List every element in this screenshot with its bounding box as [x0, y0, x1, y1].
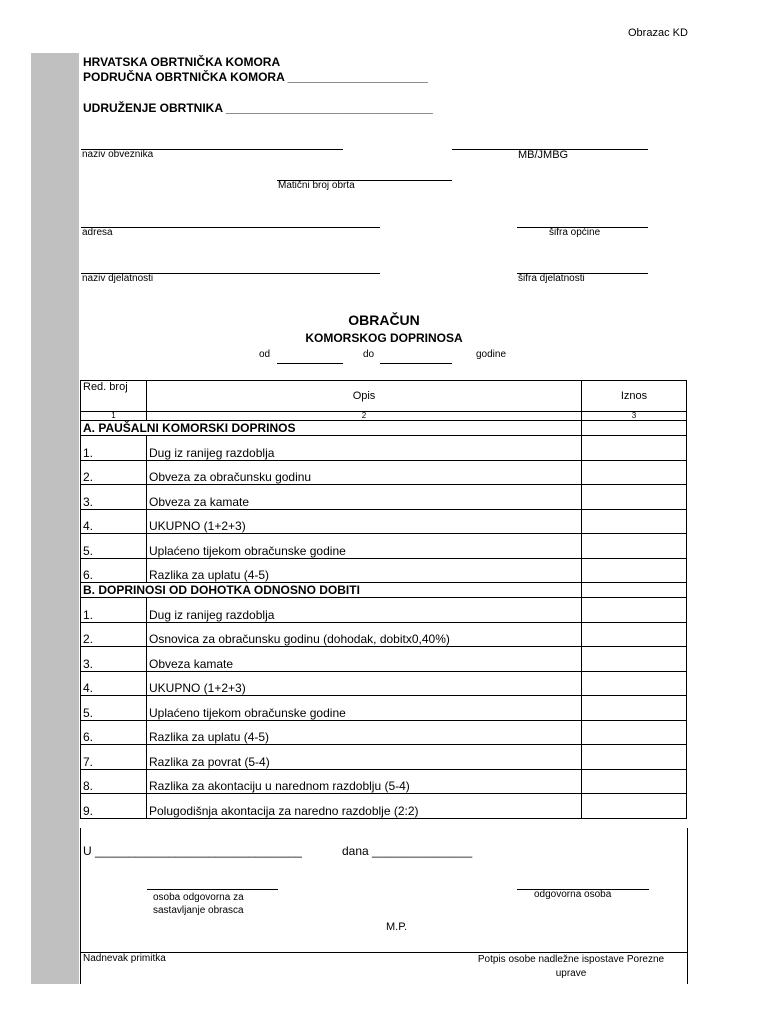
mb-jmbg-label: MB/JMBG — [518, 149, 569, 161]
table-row — [81, 534, 687, 559]
row-desc: Obveza kamate — [147, 647, 582, 672]
amount-cell[interactable] — [582, 647, 687, 672]
responsible-label: odgovorna osoba — [534, 889, 612, 900]
amount-cell[interactable] — [582, 696, 687, 721]
table-row — [81, 622, 687, 647]
amount-cell[interactable] — [582, 745, 687, 770]
row-no: 5. — [81, 696, 147, 721]
form-title: OBRAČUN — [348, 312, 420, 328]
table-row — [81, 720, 687, 745]
amount-cell[interactable] — [582, 622, 687, 647]
amount-cell[interactable] — [582, 794, 687, 819]
address-line[interactable] — [81, 227, 380, 228]
row-desc: Obveza za obračunsku godinu — [147, 460, 582, 485]
row-desc: Razlika za uplatu (4-5) — [147, 558, 582, 583]
table-row — [81, 436, 687, 461]
col-number-3: 3 — [582, 412, 687, 421]
table-row — [81, 745, 687, 770]
row-no: 1. — [81, 436, 147, 461]
row-desc: Razlika za povrat (5-4) — [147, 745, 582, 770]
stamp-label: M.P. — [386, 921, 408, 933]
row-no: 3. — [81, 647, 147, 672]
row-no: 1. — [81, 598, 147, 623]
row-desc: Uplaćeno tijekom obračunske godine — [147, 534, 582, 559]
tax-office-label-line2: uprave — [555, 968, 587, 979]
period-from-line[interactable] — [277, 363, 343, 364]
year-label: godine — [476, 349, 507, 360]
table-row — [81, 769, 687, 794]
period-to-label: do — [363, 349, 375, 360]
taxpayer-name-label: naziv obveznika — [82, 149, 154, 160]
left-margin-bar — [31, 53, 79, 984]
row-desc: UKUPNO (1+2+3) — [147, 509, 582, 534]
row-no: 7. — [81, 745, 147, 770]
municipality-code-label: šifra općine — [549, 227, 601, 238]
table-header-row — [81, 381, 687, 412]
section-b-row — [81, 583, 687, 598]
header-description: Opis — [147, 381, 582, 412]
preparer-label — [153, 891, 244, 917]
row-no: 8. — [81, 769, 147, 794]
regional-chamber: PODRUČNA OBRTNIČKA KOMORA _____________________ — [83, 70, 428, 84]
tax-office-label-line1: Potpis osobe nadležne ispostave Porezne — [477, 954, 665, 965]
craft-reg-label: Matični broj obrta — [278, 180, 355, 191]
amount-cell[interactable] — [582, 534, 687, 559]
period-to-line[interactable] — [380, 363, 452, 364]
chamber-name: HRVATSKA OBRTNIČKA KOMORA — [83, 55, 281, 69]
row-no: 6. — [81, 720, 147, 745]
amount-cell[interactable] — [582, 460, 687, 485]
address-label: adresa — [82, 227, 113, 238]
calculation-table — [80, 380, 687, 819]
col-number-2: 2 — [147, 412, 582, 421]
col-number-1: 1 — [81, 412, 147, 421]
preparer-label-line2: sastavljanje obrasca — [153, 905, 244, 916]
table-row — [81, 794, 687, 819]
row-desc: Obveza za kamate — [147, 485, 582, 510]
row-no: 2. — [81, 460, 147, 485]
amount-cell[interactable] — [582, 485, 687, 510]
amount-cell[interactable] — [582, 558, 687, 583]
amount-cell[interactable] — [582, 671, 687, 696]
preparer-signature-line[interactable] — [147, 889, 278, 890]
activity-code-label: šifra djelatnosti — [518, 273, 585, 284]
amount-cell[interactable] — [582, 436, 687, 461]
section-a-row — [81, 421, 687, 436]
tax-office-signature-label — [453, 953, 689, 981]
column-numbers-row — [81, 412, 687, 421]
header-row-no: Red. broj — [81, 381, 147, 412]
received-date-label: Nadnevak primitka — [83, 953, 166, 964]
date-field[interactable]: dana _______________ — [342, 844, 473, 858]
row-desc: Razlika za uplatu (4-5) — [147, 720, 582, 745]
table-row — [81, 598, 687, 623]
row-desc: Osnovica za obračunsku godinu (dohodak, dobitx0,40%) — [147, 622, 582, 647]
section-b-title: B. DOPRINOSI OD DOHOTKA ODNOSNO DOBITI — [81, 583, 582, 598]
row-no: 6. — [81, 558, 147, 583]
activity-name-label: naziv djelatnosti — [82, 273, 154, 284]
header-amount: Iznos — [582, 381, 687, 412]
preparer-label-line1: osoba odgovorna za — [153, 892, 244, 903]
row-no: 9. — [81, 794, 147, 819]
table-row — [81, 671, 687, 696]
table-row — [81, 509, 687, 534]
amount-cell[interactable] — [582, 598, 687, 623]
table-row — [81, 558, 687, 583]
row-no: 4. — [81, 671, 147, 696]
row-no: 3. — [81, 485, 147, 510]
period-from-label: od — [259, 349, 271, 360]
table-row — [81, 647, 687, 672]
row-no: 5. — [81, 534, 147, 559]
row-no: 4. — [81, 509, 147, 534]
row-desc: Uplaćeno tijekom obračunske godine — [147, 696, 582, 721]
table-row — [81, 460, 687, 485]
table-row — [81, 485, 687, 510]
section-b-amount — [582, 583, 687, 598]
section-a-title: A. PAUŠALNI KOMORSKI DOPRINOS — [81, 421, 582, 436]
row-desc: Polugodišnja akontacija za naredno razdoblje (2:2) — [147, 794, 582, 819]
signature-section — [80, 828, 688, 953]
row-desc: Dug iz ranijeg razdoblja — [147, 598, 582, 623]
amount-cell[interactable] — [582, 509, 687, 534]
amount-cell[interactable] — [582, 720, 687, 745]
row-desc: UKUPNO (1+2+3) — [147, 671, 582, 696]
association: UDRUŽENJE OBRTNIKA _______________________________ — [83, 101, 433, 115]
row-no: 2. — [81, 622, 147, 647]
office-section — [80, 952, 688, 984]
amount-cell[interactable] — [582, 769, 687, 794]
form-subtitle: KOMORSKOG DOPRINOSA — [305, 331, 463, 345]
table-row — [81, 696, 687, 721]
form-code: Obrazac KD — [628, 27, 688, 39]
row-desc: Razlika za akontaciju u narednom razdoblju (5-4) — [147, 769, 582, 794]
section-a-amount — [582, 421, 687, 436]
row-desc: Dug iz ranijeg razdoblja — [147, 436, 582, 461]
place-field[interactable]: U _______________________________ — [83, 844, 302, 858]
